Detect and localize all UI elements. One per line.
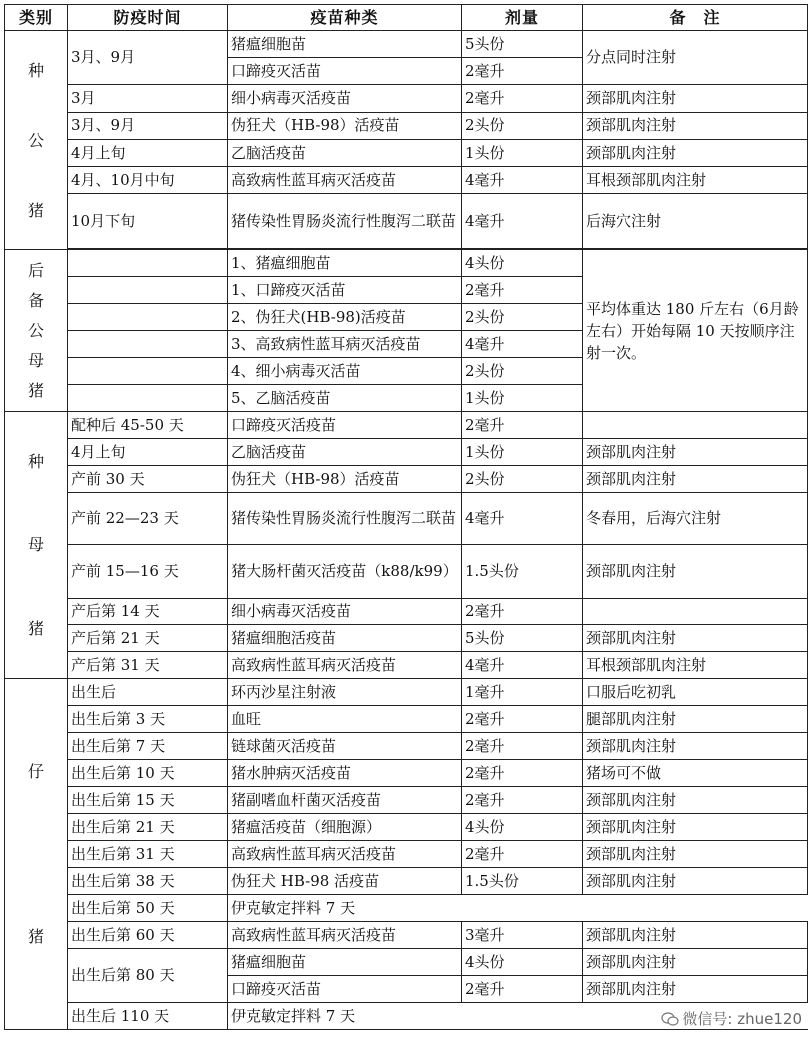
dose-cell: 4毫升: [462, 493, 583, 545]
note-cell: 颈部肌肉注射: [583, 733, 808, 760]
vaccine-cell: 1、猪瘟细胞苗: [228, 250, 462, 277]
dose-cell: 2毫升: [462, 277, 583, 304]
time-cell: 出生后第 31 天: [68, 841, 228, 868]
dose-cell: 3毫升: [462, 922, 583, 949]
note-cell: 颈部肌肉注射: [583, 112, 808, 139]
note-cell: 颈部肌肉注射: [583, 814, 808, 841]
vaccine-cell: 猪瘟细胞苗: [228, 31, 462, 58]
dose-cell: 1头份: [462, 439, 583, 466]
time-cell: 出生后第 15 天: [68, 787, 228, 814]
table-row: [5, 949, 808, 976]
watermark-text: 微信号: zhue120: [682, 1010, 802, 1028]
note-cell: 颈部肌肉注射: [583, 976, 808, 1003]
time-cell: 出生后第 3 天: [68, 706, 228, 733]
dose-cell: 5头份: [462, 31, 583, 58]
dose-cell: 4毫升: [462, 331, 583, 358]
table-row: [5, 841, 808, 868]
note-cell: 颈部肌肉注射: [583, 787, 808, 814]
dose-cell: 2毫升: [462, 976, 583, 1003]
vaccine-cell: 猪大肠杆菌灭活疫苗（k88/k99）: [228, 545, 462, 599]
time-cell: 3月、9月: [68, 112, 228, 139]
table-row: [5, 412, 808, 439]
vaccine-cell: 5、乙脑活疫苗: [228, 385, 462, 412]
table-row: [5, 787, 808, 814]
note-cell: 耳根颈部肌肉注射: [583, 652, 808, 679]
table-row: [5, 922, 808, 949]
dose-cell: 1头份: [462, 385, 583, 412]
dose-cell: 2毫升: [462, 706, 583, 733]
vaccine-cell: 环丙沙星注射液: [228, 679, 462, 706]
dose-cell: 2毫升: [462, 85, 583, 112]
time-cell: 出生后第 10 天: [68, 760, 228, 787]
header-time: 防疫时间: [68, 5, 228, 31]
time-cell: 10月下旬: [68, 194, 228, 248]
dose-cell: 2毫升: [462, 787, 583, 814]
note-cell: 冬春用，后海穴注射: [583, 493, 808, 545]
dose-cell: 4毫升: [462, 652, 583, 679]
vaccine-cell: 乙脑活疫苗: [228, 439, 462, 466]
time-cell: 出生后第 21 天: [68, 814, 228, 841]
note-cell: 颈部肌肉注射: [583, 841, 808, 868]
vaccine-cell: 猪水肿病灭活疫苗: [228, 760, 462, 787]
vaccine-cell: 2、伪狂犬(HB-98)活疫苗: [228, 304, 462, 331]
time-cell: 4月上旬: [68, 439, 228, 466]
dose-cell: 4头份: [462, 814, 583, 841]
table-row: [5, 139, 808, 166]
table-row: [5, 706, 808, 733]
vaccine-cell: 高致病性蓝耳病灭活疫苗: [228, 167, 462, 194]
note-cell: 口服后吃初乳: [583, 679, 808, 706]
time-cell: [68, 250, 228, 277]
table-row: [5, 493, 808, 545]
note-cell: [583, 599, 808, 625]
note-cell: 颈部肌肉注射: [583, 868, 808, 895]
note-cell: 颈部肌肉注射: [583, 85, 808, 112]
time-cell: 4月上旬: [68, 139, 228, 166]
time-cell: 产前 22—23 天: [68, 493, 228, 545]
table-row: [5, 599, 808, 625]
header-category: 类别: [5, 5, 68, 31]
table-row: [5, 868, 808, 895]
vaccine-cell: 猪副嗜血杆菌灭活疫苗: [228, 787, 462, 814]
table-row: [5, 85, 808, 112]
header-vaccine: 疫苗种类: [228, 5, 462, 31]
note-cell-gilt: 平均体重达 180 斤左右（6月龄左右）开始每隔 10 天按顺序注射一次。: [583, 250, 808, 412]
note-cell: [583, 412, 808, 439]
vaccine-cell: 4、细小病毒灭活苗: [228, 358, 462, 385]
note-cell: 腿部肌肉注射: [583, 706, 808, 733]
vaccine-cell: 口蹄疫灭活苗: [228, 976, 462, 1003]
dose-cell: 1头份: [462, 139, 583, 166]
dose-cell: 4毫升: [462, 167, 583, 194]
dose-cell: 2毫升: [462, 599, 583, 625]
vaccine-cell: 高致病性蓝耳病灭活疫苗: [228, 652, 462, 679]
note-cell: 颈部肌肉注射: [583, 545, 808, 599]
dose-cell: 2头份: [462, 466, 583, 493]
vaccine-cell: 血旺: [228, 706, 462, 733]
dose-cell: 1.5头份: [462, 545, 583, 599]
time-cell: 产前 15—16 天: [68, 545, 228, 599]
vaccine-cell: 3、高致病性蓝耳病灭活疫苗: [228, 331, 462, 358]
dose-cell: 2头份: [462, 358, 583, 385]
time-cell: 出生后第 50 天: [68, 895, 228, 922]
header-row: [5, 5, 808, 31]
table-row: [5, 112, 808, 139]
note-cell: 颈部肌肉注射: [583, 439, 808, 466]
time-cell: 出生后第 60 天: [68, 922, 228, 949]
header-dose: 剂量: [462, 5, 583, 31]
vaccine-cell: 链球菌灭活疫苗: [228, 733, 462, 760]
vaccine-cell: 猪瘟活疫苗（细胞源）: [228, 814, 462, 841]
vaccine-cell: 伪狂犬（HB-98）活疫苗: [228, 466, 462, 493]
vaccine-cell: 细小病毒灭活疫苗: [228, 85, 462, 112]
time-cell: 配种后 45-50 天: [68, 412, 228, 439]
time-cell: 产后第 21 天: [68, 625, 228, 652]
vaccine-cell: 猪瘟细胞苗: [228, 949, 462, 976]
vaccine-cell: 1、口蹄疫灭活苗: [228, 277, 462, 304]
wechat-icon: [661, 1012, 679, 1026]
vaccine-cell: 猪传染性胃肠炎流行性腹泻二联苗: [228, 194, 462, 248]
table-row: [5, 31, 808, 58]
vaccine-cell: 猪传染性胃肠炎流行性腹泻二联苗: [228, 493, 462, 545]
time-cell: [68, 277, 228, 304]
vaccine-cell: 猪瘟细胞活疫苗: [228, 625, 462, 652]
time-cell: 出生后 110 天: [68, 1003, 228, 1030]
table-row: [5, 167, 808, 194]
dose-cell: 2毫升: [462, 58, 583, 85]
note-cell: 颈部肌肉注射: [583, 922, 808, 949]
vaccine-cell: 伊克敏定拌料 7 天: [228, 1003, 808, 1030]
table-row: [5, 194, 808, 248]
dose-cell: 2头份: [462, 304, 583, 331]
category-sow: 种 母 猪: [5, 412, 68, 679]
table-row: [5, 466, 808, 493]
time-cell: 出生后第 7 天: [68, 733, 228, 760]
note-cell: 颈部肌肉注射: [583, 949, 808, 976]
category-piglet: 仔 猪: [5, 679, 68, 1030]
dose-cell: 1.5头份: [462, 868, 583, 895]
time-cell: [68, 304, 228, 331]
note-cell: 颈部肌肉注射: [583, 466, 808, 493]
category-gilt: 后 备 公 母 猪: [5, 250, 68, 412]
dose-cell: 1毫升: [462, 679, 583, 706]
table-row: [5, 652, 808, 679]
time-cell: 3月: [68, 85, 228, 112]
dose-cell: 4头份: [462, 949, 583, 976]
table-row: [5, 895, 808, 922]
dose-cell: 2毫升: [462, 760, 583, 787]
time-cell: 产前 30 天: [68, 466, 228, 493]
table-row: [5, 760, 808, 787]
time-cell: 3月、9月: [68, 31, 228, 85]
time-cell: 产后第 14 天: [68, 599, 228, 625]
time-cell: [68, 385, 228, 412]
dose-cell: 2毫升: [462, 733, 583, 760]
note-cell: 分点同时注射: [583, 31, 808, 85]
note-cell: 颈部肌肉注射: [583, 625, 808, 652]
vaccination-schedule-table: [4, 4, 808, 1030]
time-cell: [68, 358, 228, 385]
vaccine-cell: 高致病性蓝耳病灭活疫苗: [228, 841, 462, 868]
table-row: [5, 439, 808, 466]
category-boar: 种 公 猪: [5, 31, 68, 250]
vaccine-cell: 乙脑活疫苗: [228, 139, 462, 166]
time-cell: 出生后第 38 天: [68, 868, 228, 895]
vaccine-cell: 伪狂犬 HB-98 活疫苗: [228, 868, 462, 895]
note-cell: 后海穴注射: [583, 194, 808, 248]
dose-cell: 2毫升: [462, 412, 583, 439]
wechat-watermark: [659, 1008, 804, 1029]
table-row: [5, 733, 808, 760]
time-cell: 4月、10月中旬: [68, 167, 228, 194]
time-cell: 出生后: [68, 679, 228, 706]
time-cell: [68, 331, 228, 358]
table-row: [5, 814, 808, 841]
vaccine-cell: 伪狂犬（HB-98）活疫苗: [228, 112, 462, 139]
table-row: [5, 679, 808, 706]
dose-cell: 5头份: [462, 625, 583, 652]
vaccine-cell: 高致病性蓝耳病灭活疫苗: [228, 922, 462, 949]
note-cell: 颈部肌肉注射: [583, 139, 808, 166]
dose-cell: 2头份: [462, 112, 583, 139]
vaccine-cell: 伊克敏定拌料 7 天: [228, 895, 808, 922]
time-cell: 产后第 31 天: [68, 652, 228, 679]
note-cell: 猪场可不做: [583, 760, 808, 787]
header-note: 备 注: [583, 5, 808, 31]
table-row: [5, 625, 808, 652]
dose-cell: 4头份: [462, 250, 583, 277]
table-row: [5, 250, 808, 277]
note-cell: 耳根颈部肌肉注射: [583, 167, 808, 194]
vaccine-cell: 口蹄疫灭活苗: [228, 58, 462, 85]
dose-cell: 4毫升: [462, 194, 583, 248]
dose-cell: 2毫升: [462, 841, 583, 868]
time-cell: 出生后第 80 天: [68, 949, 228, 1003]
table-row: [5, 545, 808, 599]
vaccine-cell: 口蹄疫灭活疫苗: [228, 412, 462, 439]
vaccine-cell: 细小病毒灭活疫苗: [228, 599, 462, 625]
